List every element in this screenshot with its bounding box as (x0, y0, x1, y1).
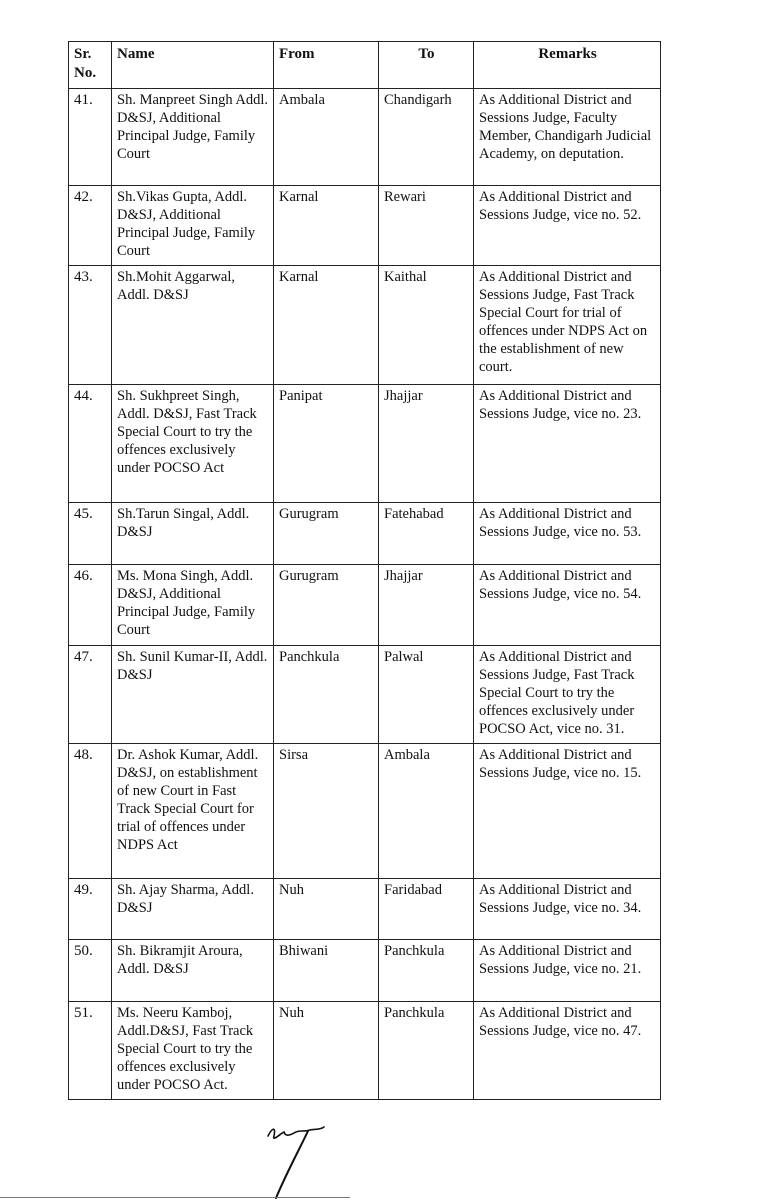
cell-sr-no: 48. (69, 744, 112, 879)
cell-from: Bhiwani (274, 940, 379, 1002)
table-row (69, 385, 661, 503)
cell-name: Sh. Manpreet Singh Addl. D&SJ, Additional Principal Judge, Family Court (112, 89, 274, 186)
cell-name: Sh.Tarun Singal, Addl. D&SJ (112, 503, 274, 565)
cell-from: Ambala (274, 89, 379, 186)
cell-from: Panipat (274, 385, 379, 503)
cell-to: Kaithal (379, 266, 474, 385)
cell-remarks: As Additional District and Sessions Judge, Fast Track Special Court for trial of offences under NDPS Act on the establishment of new court. (474, 266, 661, 385)
cell-sr-no: 41. (69, 89, 112, 186)
cell-to: Rewari (379, 186, 474, 266)
cell-remarks: As Additional District and Sessions Judge, vice no. 53. (474, 503, 661, 565)
table-row (69, 503, 661, 565)
table-row (69, 565, 661, 646)
cell-to: Panchkula (379, 940, 474, 1002)
table-row (69, 940, 661, 1002)
cell-from: Sirsa (274, 744, 379, 879)
bottom-rule (0, 1197, 350, 1198)
header-sr-no: Sr. No. (69, 42, 112, 89)
cell-from: Karnal (274, 266, 379, 385)
cell-remarks: As Additional District and Sessions Judge, vice no. 47. (474, 1002, 661, 1100)
cell-to: Jhajjar (379, 565, 474, 646)
cell-from: Gurugram (274, 565, 379, 646)
table-row (69, 1002, 661, 1100)
cell-from: Panchkula (274, 646, 379, 744)
cell-from: Nuh (274, 1002, 379, 1100)
cell-to: Palwal (379, 646, 474, 744)
table-row (69, 646, 661, 744)
cell-sr-no: 42. (69, 186, 112, 266)
table-row (69, 266, 661, 385)
cell-to: Ambala (379, 744, 474, 879)
cell-remarks: As Additional District and Sessions Judge, vice no. 23. (474, 385, 661, 503)
cell-name: Sh. Sunil Kumar-II, Addl. D&SJ (112, 646, 274, 744)
cell-sr-no: 46. (69, 565, 112, 646)
cell-sr-no: 45. (69, 503, 112, 565)
signature (262, 1122, 332, 1202)
cell-name: Ms. Mona Singh, Addl. D&SJ, Additional Principal Judge, Family Court (112, 565, 274, 646)
cell-from: Gurugram (274, 503, 379, 565)
cell-remarks: As Additional District and Sessions Judge, vice no. 52. (474, 186, 661, 266)
cell-remarks: As Additional District and Sessions Judge, vice no. 15. (474, 744, 661, 879)
table-row (69, 744, 661, 879)
cell-name: Dr. Ashok Kumar, Addl. D&SJ, on establishment of new Court in Fast Track Special Court for trial of offences under NDPS Act (112, 744, 274, 879)
cell-sr-no: 50. (69, 940, 112, 1002)
table-row (69, 186, 661, 266)
cell-name: Sh. Ajay Sharma, Addl. D&SJ (112, 879, 274, 940)
cell-to: Faridabad (379, 879, 474, 940)
cell-name: Sh. Sukhpreet Singh, Addl. D&SJ, Fast Track Special Court to try the offences exclusively under POCSO Act (112, 385, 274, 503)
cell-remarks: As Additional District and Sessions Judge, Fast Track Special Court to try the offences exclusively under POCSO Act, vice no. 31. (474, 646, 661, 744)
table-row (69, 879, 661, 940)
cell-sr-no: 43. (69, 266, 112, 385)
header-remarks: Remarks (474, 42, 661, 89)
cell-remarks: As Additional District and Sessions Judge, Faculty Member, Chandigarh Judicial Academy, on deputation. (474, 89, 661, 186)
cell-sr-no: 44. (69, 385, 112, 503)
header-to: To (379, 42, 474, 89)
cell-sr-no: 49. (69, 879, 112, 940)
cell-name: Sh.Vikas Gupta, Addl. D&SJ, Additional Principal Judge, Family Court (112, 186, 274, 266)
cell-to: Fatehabad (379, 503, 474, 565)
cell-sr-no: 47. (69, 646, 112, 744)
cell-sr-no: 51. (69, 1002, 112, 1100)
cell-name: Sh. Bikramjit Aroura, Addl. D&SJ (112, 940, 274, 1002)
transfer-table (68, 41, 661, 1100)
table-header-row (69, 42, 661, 89)
cell-from: Nuh (274, 879, 379, 940)
header-from: From (274, 42, 379, 89)
cell-name: Sh.Mohit Aggarwal, Addl. D&SJ (112, 266, 274, 385)
cell-from: Karnal (274, 186, 379, 266)
header-name: Name (112, 42, 274, 89)
table-row (69, 89, 661, 186)
cell-to: Chandigarh (379, 89, 474, 186)
cell-to: Jhajjar (379, 385, 474, 503)
cell-to: Panchkula (379, 1002, 474, 1100)
cell-name: Ms. Neeru Kamboj, Addl.D&SJ, Fast Track Special Court to try the offences exclusively under POCSO Act. (112, 1002, 274, 1100)
cell-remarks: As Additional District and Sessions Judge, vice no. 21. (474, 940, 661, 1002)
cell-remarks: As Additional District and Sessions Judge, vice no. 54. (474, 565, 661, 646)
cell-remarks: As Additional District and Sessions Judge, vice no. 34. (474, 879, 661, 940)
